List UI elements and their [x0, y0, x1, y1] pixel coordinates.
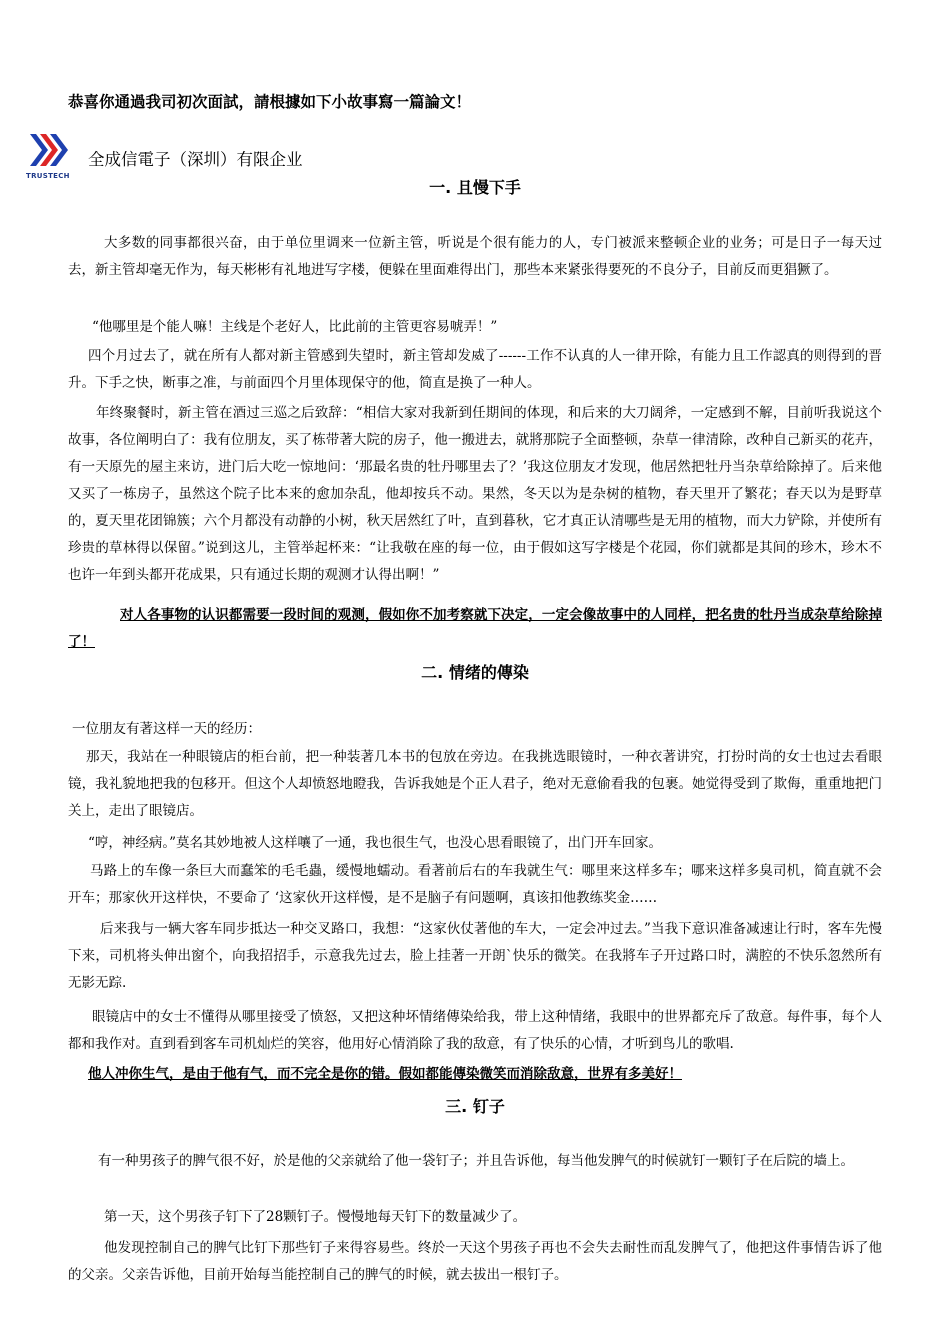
s3-paragraph-1: 有一种男孩子的脾气很不好，於是他的父亲就给了他一袋钉子；并且告诉他，每当他发脾气的时候就钉一颗钉子在后院的墙上。	[98, 1153, 854, 1169]
section-3-title: 三. 钉子	[445, 1097, 505, 1116]
section-2-title: 二. 情绪的傳染	[421, 663, 529, 682]
company-name: 全成信電子（深圳）有限企业	[88, 150, 303, 169]
s1-paragraph-4: 年终聚餐时，新主管在酒过三巡之后致辞：“相信大家对我新到任期间的体现，和后来的大刀阔斧，一定感到不解，目前听我说这个故事，各位阐明白了：我有位朋友，买了栋带著大院的房子，他一搬进去，就將那院子全面整顿，杂草一律清除，改种自己新买的花卉，有一天原先的屋主来访，进门后大吃一惊地问：‘那最名贵的牡丹哪里去了？’我这位朋友才发现，他居然把牡丹当杂草给除掉了。后来他又买了一栋房子，虽然这个院子比本来的愈加杂乱，他却按兵不动。果然，冬天以为是杂树的植物，春天里开了繁花；春天以为是野草的，夏天里花团锦簇；六个月都没有动静的小树，秋天居然红了叶，直到暮秋，它才真正认清哪些是无用的植物，而大力铲除，并使所有珍贵的草林得以保留。”说到这儿，主管举起杯来：“让我敬在座的每一位，由于假如这写字楼是个花园，你们就都是其间的珍木，珍木不也许一年到头都开花成果，只有通过长期的观测才认得出啊！”	[68, 405, 882, 583]
s2-moral: 他人冲你生气，是由于他有气，而不完全是你的错。假如都能傳染微笑而消除敌意，世界有多美好！	[88, 1066, 682, 1082]
s2-paragraph-2: 那天，我站在一种眼镜店的柜台前，把一种装著几本书的包放在旁边。在我挑选眼镜时，一种衣著讲究，打扮时尚的女士也过去看眼镜，我礼貌地把我的包移开。但这个人却愤怒地瞪我，告诉我她是个正人君子，绝对无意偷看我的包裹。她觉得受到了欺侮，重重地把门关上，走出了眼镜店。	[68, 749, 882, 819]
s1-paragraph-3: 四个月过去了，就在所有人都对新主管感到失望时，新主管却发威了------工作不认真的人一律开除，有能力且工作認真的则得到的晋升。下手之快，断事之准，与前面四个月里体现保守的他，简直是换了一种人。	[68, 348, 882, 391]
s1-paragraph-1: 大多数的同事都很兴奋，由于单位里调来一位新主管，听说是个很有能力的人，专门被派来整顿企业的业务；可是日子一每天过去，新主管却毫无作为，每天彬彬有礼地进写字楼，便躲在里面难得出门，那些本来紧张得要死的不良分子，目前反而更猖獗了。	[68, 235, 882, 278]
logo-text: TRUSTECH	[26, 172, 70, 180]
s2-paragraph-5: 后来我与一辆大客车同步抵达一种交叉路口，我想：“这家伙仗著他的车大，一定会冲过去。”当我下意识准备减速让行时，客车先慢下来，司机将头伸出窗个，向我招招手，示意我先过去，脸上挂著一开朗`快乐的微笑。在我將车子开过路口时，满腔的不快乐忽然所有无影无踪.	[68, 921, 882, 991]
trustech-logo-icon	[26, 132, 76, 168]
section-1-title: 一. 且慢下手	[429, 178, 521, 197]
s3-paragraph-3: 他发现控制自己的脾气比钉下那些钉子来得容易些。终於一天这个男孩子再也不会失去耐性而乱发脾气了，他把这件事情告诉了他的父亲。父亲告诉他，目前开始每当能控制自己的脾气的时候，就去拔出一根钉子。	[68, 1240, 882, 1283]
s2-paragraph-6: 眼镜店中的女士不懂得从哪里接受了愤怒，又把这种坏情绪傳染给我，带上这种情绪，我眼中的世界都充斥了敌意。每件事，每个人都和我作对。直到看到客车司机灿烂的笑容，他用好心情消除了我的敌意，有了快乐的心情，才听到鸟儿的歌唱.	[68, 1009, 882, 1052]
intro-line: 恭喜你通過我司初次面試，請根據如下小故事寫一篇論文！	[68, 93, 472, 111]
s2-paragraph-1: 一位朋友有著这样一天的经历：	[72, 721, 261, 737]
s1-paragraph-2: “他哪里是个能人嘛！主线是个老好人，比此前的主管更容易唬弄！”	[92, 319, 498, 335]
company-logo	[26, 132, 76, 180]
s2-paragraph-3: “哼，神经病。”莫名其妙地被人这样嚷了一通，我也很生气，也没心思看眼镜了，出门开车回家。	[88, 835, 663, 851]
s2-paragraph-4: 马路上的车像一条巨大而蠢笨的毛毛蟲，缓慢地蠕动。看著前后右的车我就生气：哪里来这样多车；哪来这样多臭司机，简直就不会开车；那家伙开这样快，不要命了 ‘这家伙开这样慢，是不是脑子有问题啊，真该扣他教练奖金……	[68, 863, 882, 906]
s3-paragraph-2: 第一天，这个男孩子钉下了28颗钉子。慢慢地每天钉下的数量减少了。	[104, 1209, 527, 1225]
s1-moral: 对人各事物的认识都需要一段时间的观测，假如你不加考察就下决定，一定会像故事中的人同样，把名贵的牡丹当成杂草给除掉了！	[68, 607, 882, 650]
